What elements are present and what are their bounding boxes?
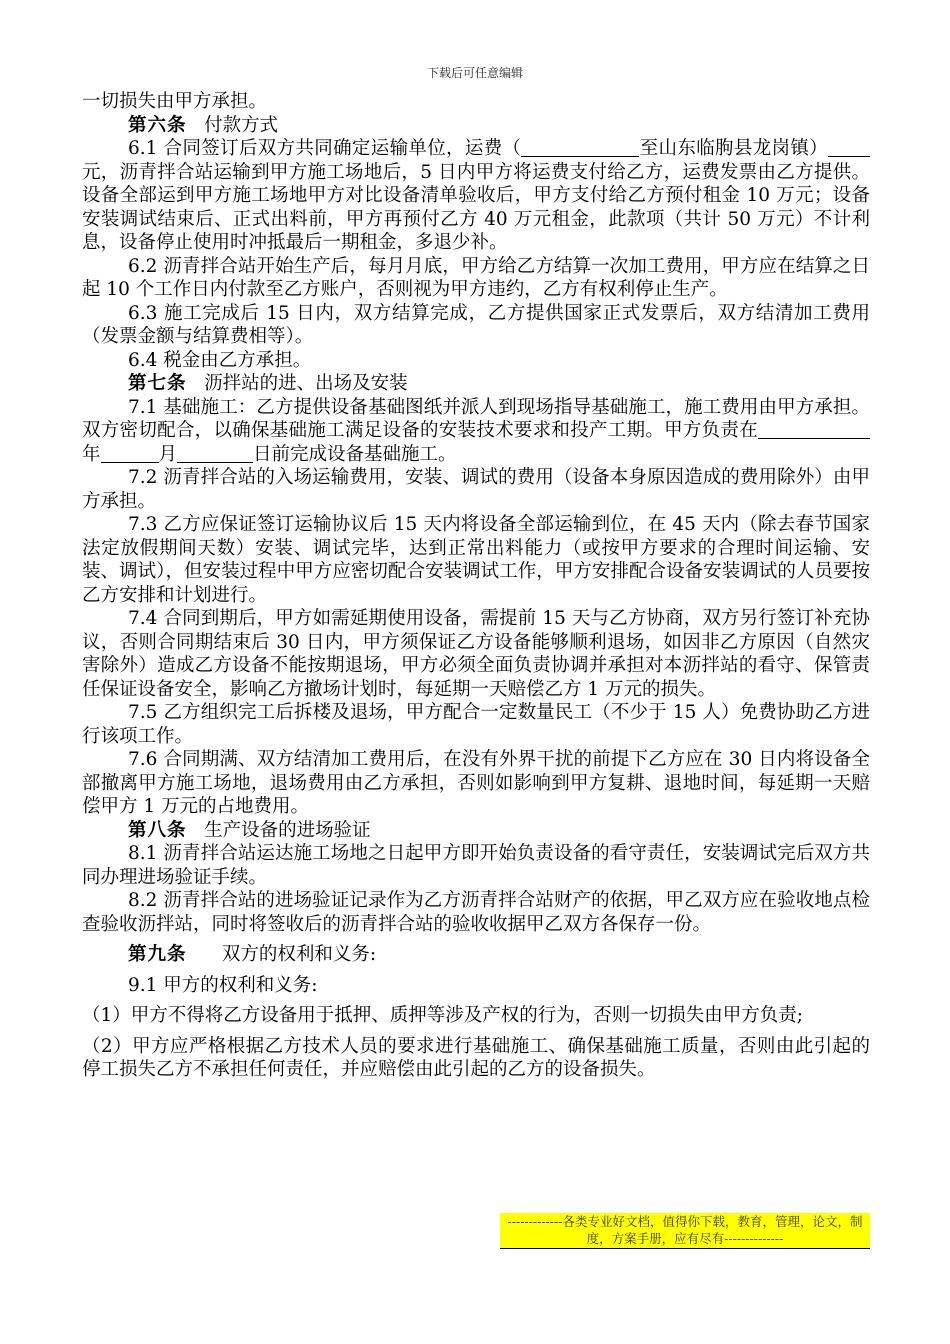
clause-9-1-item-1: （1）甲方不得将乙方设备用于抵押、质押等涉及产权的行为，否则一切损失由甲方负责;: [82, 1005, 804, 1026]
clause-7-2: 7.2 沥青拌合站的入场运输费用，安装、调试的费用（设备本身原因造成的费用除外）由甲方承担。: [82, 467, 870, 512]
article-6-heading: [82, 114, 870, 138]
clause-7-1-part2: 日前完成设备基础施工。: [253, 443, 457, 465]
blank-month: [101, 444, 159, 463]
clause-9-1: 9.1 甲方的权利和义务:: [128, 974, 318, 996]
clause-6-1: [82, 137, 870, 255]
article-6-title: 付款方式: [204, 114, 279, 136]
article-9-title: 双方的权利和义务:: [221, 944, 377, 965]
clause-6-4: 6.4 税金由乙方承担。: [128, 349, 312, 371]
label-month: 月: [158, 443, 178, 465]
clause-8-2: 8.2 沥青拌合站的进场验证记录作为乙方沥青拌合站财产的依据，甲乙双方应在验收地点检查验收沥拌站，同时将签收后的沥青拌合站的验收收据甲乙双方各保存一份。: [82, 890, 870, 935]
clause-7-3: 7.3 乙方应保证签订运输协议后 15 天内将设备全部运输到位，在 45 天内（除去春节国家法定放假期间天数）安装、调试完毕，达到正常出料能力（或按甲方要求的合理时间运输、安装、调试），但安装过程中甲方应密切配合安装调试工作，甲方安排配合设备安装调试的人员要按乙方安排和计划进行。: [82, 514, 870, 606]
article-8-title: 生产设备的进场验证: [204, 819, 371, 841]
blank-carrier: [521, 138, 639, 157]
clause-8-1: 8.1 沥青拌合站运达施工场地之日起甲方即开始负责设备的看守责任，安装调试完后双方共同办理进场验证手续。: [82, 843, 870, 888]
article-7-heading: [82, 372, 870, 396]
article-8-number: 第八条: [128, 819, 187, 841]
article-9-number: 第九条: [128, 944, 187, 965]
page-header: 下载后可任意编辑: [426, 66, 523, 80]
clause-6-1-part3: 元，沥青拌合站运输到甲方施工场地后，5 日内甲方将运费支付给乙方，运费发票由乙方提供。设备全部运到甲方施工场地甲方对比设备清单验收后，甲方支付给乙方预付租金 10 万元；设备安装调试结束后、正式出料前，甲方再预付乙方 40 万元租金，此款项（共计 50 万元）不计利息，设备停止使用时冲抵最后一期租金，多退少补。: [82, 161, 870, 253]
clause-7-5: 7.5 乙方组织完工后拆楼及退场，甲方配合一定数量民工（不少于 15 人）免费协助乙方进行该项工作。: [82, 702, 870, 747]
clause-7-1-part1: 7.1 基础施工：乙方提供设备基础图纸并派人到现场指导基础施工，施工费用由甲方承担。双方密切配合，以确保基础施工满足设备的安装技术要求和投产工期。甲方负责在: [82, 396, 870, 441]
paragraph-loss: 一切损失由甲方承担。: [82, 91, 268, 112]
article-7-number: 第七条: [128, 373, 187, 394]
clause-7-1: [82, 396, 870, 467]
clause-6-2: 6.2 沥青拌合站开始生产后，每月月底，甲方给乙方结算一次加工费用，甲方应在结算之日起 10 个工作日内付款至乙方账户，否则视为甲方违约，乙方有权利停止生产。: [82, 255, 870, 300]
clause-6-3: 6.3 施工完成后 15 日内，双方结算完成，乙方提供国家正式发票后，双方结清加工费用（发票金额与结算费相等）。: [82, 302, 870, 347]
label-year: 年: [82, 443, 101, 465]
clause-6-1-part2: 至山东临朐县龙岗镇）: [639, 138, 828, 159]
clause-9-1-item-2: （2）甲方应严格根据乙方技术人员的要求进行基础施工、确保基础施工质量，否则由此引起的停工损失乙方不承担任何责任，并应赔偿由此引起的乙方的设备损失。: [82, 1035, 870, 1080]
document-body: [82, 90, 870, 1082]
article-8-heading: [82, 819, 870, 843]
clause-7-4: 7.4 合同到期后，甲方如需延期使用设备，需提前 15 天与乙方协商，双方另行签订补充协议，否则合同期结束后 30 日内，甲方须保证乙方设备能够顺利退场，如因非乙方原因（自然灾害除外）造成乙方设备不能按期退场，甲方必须全面负责协调并承担对本沥拌站的看守、保管责任保证设备安全，影响乙方撤场计划时，每延期一天赔偿乙方 1 万元的损失。: [82, 608, 870, 700]
clause-7-6: 7.6 合同期满、双方结清加工费用后，在没有外界干扰的前提下乙方应在 30 日内将设备全部撤离甲方施工场地，退场费用由乙方承担，否则如影响到甲方复耕、退地时间，每延期一天赔偿甲方 1 万元的占地费用。: [82, 749, 870, 817]
blank-day: [177, 444, 253, 463]
blank-freight-amount: [828, 138, 870, 157]
article-7-title: 沥拌站的进、出场及安装: [204, 373, 408, 394]
article-6-number: 第六条: [128, 114, 187, 136]
clause-6-1-part1: 6.1 合同签订后双方共同确定运输单位，运费（: [128, 138, 522, 159]
article-9-heading: [82, 943, 870, 967]
blank-year: [758, 420, 870, 439]
page-footer-banner: -------------各类专业好文档，值得你下载，教育，管理，论文，制度，方案手册，应有尽有--------------: [500, 1213, 870, 1249]
